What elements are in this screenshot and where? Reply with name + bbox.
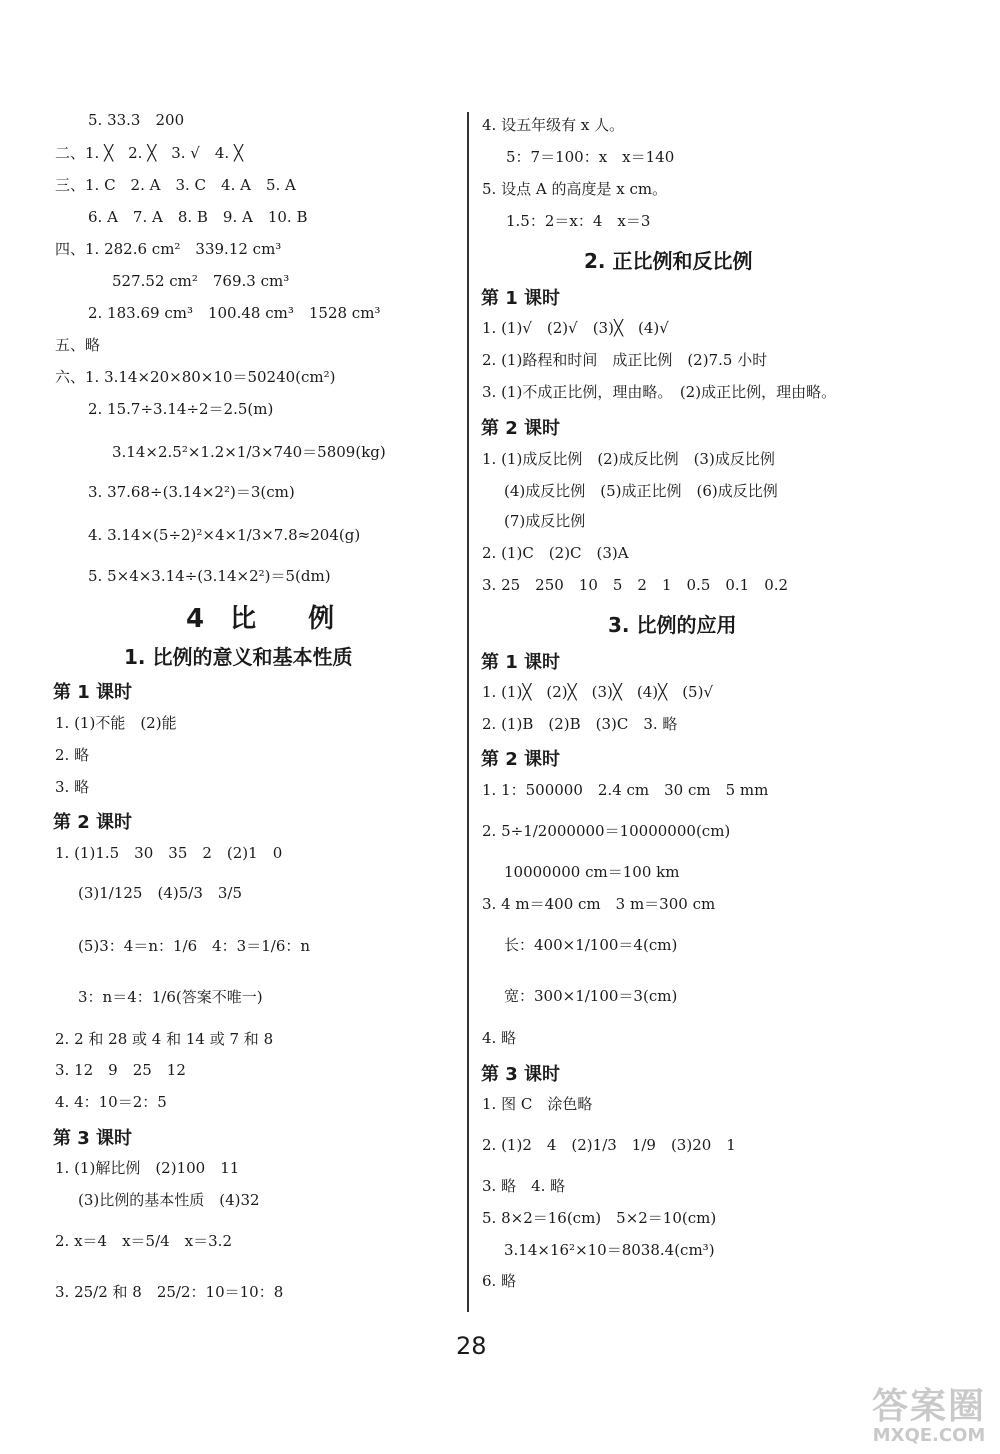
right-answer-line: 1. (1)╳ (2)╳ (3)╳ (4)╳ (5)√: [482, 683, 713, 701]
left-heading: 第 3 课时: [53, 1128, 133, 1149]
left-answer-line: 5. 5×4×3.14÷(3.14×2²)＝5(dm): [88, 567, 331, 585]
right-answer-line: 1. 1：500000 2.4 cm 30 cm 5 mm: [482, 781, 769, 799]
left-answer-line: 3. 略: [55, 778, 90, 796]
right-answer-line: 1. (1)成反比例 (2)成反比例 (3)成反比例: [482, 450, 775, 468]
right-heading: 第 2 课时: [481, 418, 561, 439]
left-answer-line: 2. 2 和 28 或 4 和 14 或 7 和 8: [55, 1030, 274, 1048]
left-answer-line: 2. 略: [55, 746, 90, 764]
left-answer-line: 1. (1)解比例 (2)100 11: [55, 1159, 240, 1177]
right-answer-line: 3. 略 4. 略: [482, 1177, 566, 1195]
right-heading: 第 2 课时: [481, 749, 561, 770]
left-heading: 4 比 例: [186, 604, 335, 634]
right-heading: 3. 比例的应用: [608, 613, 737, 637]
left-answer-line: 3. 12 9 25 12: [55, 1061, 186, 1079]
left-answer-line: 二、1. ╳ 2. ╳ 3. √ 4. ╳: [55, 144, 243, 162]
left-answer-line: 1. (1)不能 (2)能: [55, 714, 177, 732]
right-heading: 第 3 课时: [481, 1064, 561, 1085]
watermark-url: MXQE.COM: [872, 1425, 986, 1446]
right-answer-line: 3. (1)不成正比例，理由略。 (2)成正比例，理由略。: [482, 383, 837, 401]
right-heading: 第 1 课时: [481, 288, 561, 309]
left-answer-line: 527.52 cm² 769.3 cm³: [112, 272, 290, 290]
watermark-logo: [872, 1378, 986, 1446]
right-answer-line: 5：7＝100：x x＝140: [506, 148, 675, 166]
left-heading: 第 1 课时: [53, 682, 133, 703]
right-answer-line: 宽：300×1/100＝3(cm): [504, 987, 678, 1005]
right-answer-line: 2. 5÷1/2000000＝10000000(cm): [482, 822, 731, 840]
left-answer-line: 五、略: [55, 336, 101, 354]
left-answer-line: 5. 33.3 200: [88, 111, 185, 129]
right-answer-line: 5. 设点 A 的高度是 x cm。: [482, 180, 668, 198]
right-answer-line: 4. 略: [482, 1029, 517, 1047]
right-answer-line: 5. 8×2＝16(cm) 5×2＝10(cm): [482, 1209, 717, 1227]
column-divider: [467, 112, 469, 1312]
right-answer-line: 2. (1)2 4 (2)1/3 1/9 (3)20 1: [482, 1136, 736, 1154]
right-answer-line: 6. 略: [482, 1272, 517, 1290]
right-heading: 第 1 课时: [481, 652, 561, 673]
watermark-text: 答案圈: [871, 1386, 986, 1427]
left-answer-line: (3)比例的基本性质 (4)32: [78, 1191, 260, 1209]
left-answer-line: 2. 15.7÷3.14÷2＝2.5(m): [88, 400, 274, 418]
right-answer-line: 1. (1)√ (2)√ (3)╳ (4)√: [482, 319, 669, 337]
right-answer-line: 2. (1)路程和时间 成正比例 (2)7.5 小时: [482, 351, 768, 369]
left-answer-line: 2. x＝4 x＝5/4 x＝3.2: [55, 1232, 232, 1250]
right-answer-line: 3. 4 m＝400 cm 3 m＝300 cm: [482, 895, 716, 913]
right-answer-line: 1.5：2＝x：4 x＝3: [506, 212, 651, 230]
left-answer-line: 三、1. C 2. A 3. C 4. A 5. A: [55, 176, 296, 194]
left-answer-line: 2. 183.69 cm³ 100.48 cm³ 1528 cm³: [88, 304, 381, 322]
right-answer-line: 长：400×1/100＝4(cm): [504, 936, 678, 954]
right-answer-line: 2. (1)C (2)C (3)A: [482, 544, 629, 562]
right-answer-line: 3.14×16²×10＝8038.4(cm³): [504, 1241, 715, 1259]
right-answer-line: 10000000 cm＝100 km: [504, 863, 680, 881]
left-answer-line: 六、1. 3.14×20×80×10＝50240(cm²): [55, 368, 336, 386]
left-answer-line: 1. (1)1.5 30 35 2 (2)1 0: [55, 844, 283, 862]
right-answer-line: 4. 设五年级有 x 人。: [482, 116, 625, 134]
left-answer-line: 6. A 7. A 8. B 9. A 10. B: [88, 208, 308, 226]
left-answer-line: (5)3：4＝n：1/6 4：3＝1/6：n: [78, 937, 311, 955]
left-answer-line: 3.14×2.5²×1.2×1/3×740＝5809(kg): [112, 443, 386, 461]
left-answer-line: (3)1/125 (4)5/3 3/5: [78, 884, 243, 902]
right-heading: 2. 正比例和反比例: [584, 249, 753, 273]
left-answer-line: 四、1. 282.6 cm² 339.12 cm³: [55, 240, 282, 258]
left-answer-line: 3：n＝4：1/6(答案不唯一): [78, 988, 263, 1006]
right-answer-line: 3. 25 250 10 5 2 1 0.5 0.1 0.2: [482, 576, 789, 594]
right-answer-line: 1. 图 C 涂色略: [482, 1095, 593, 1113]
right-answer-line: (4)成反比例 (5)成正比例 (6)成反比例: [504, 482, 778, 500]
page-number: 28: [456, 1332, 487, 1360]
left-answer-line: 4. 4：10＝2：5: [55, 1093, 167, 1111]
left-heading: 第 2 课时: [53, 812, 133, 833]
left-answer-line: 4. 3.14×(5÷2)²×4×1/3×7.8≈204(g): [88, 526, 361, 544]
right-answer-line: 2. (1)B (2)B (3)C 3. 略: [482, 715, 678, 733]
left-answer-line: 3. 25/2 和 8 25/2：10＝10：8: [55, 1283, 284, 1301]
left-answer-line: 3. 37.68÷(3.14×2²)＝3(cm): [88, 483, 295, 501]
right-answer-line: (7)成反比例: [504, 512, 586, 530]
left-heading: 1. 比例的意义和基本性质: [124, 645, 353, 669]
